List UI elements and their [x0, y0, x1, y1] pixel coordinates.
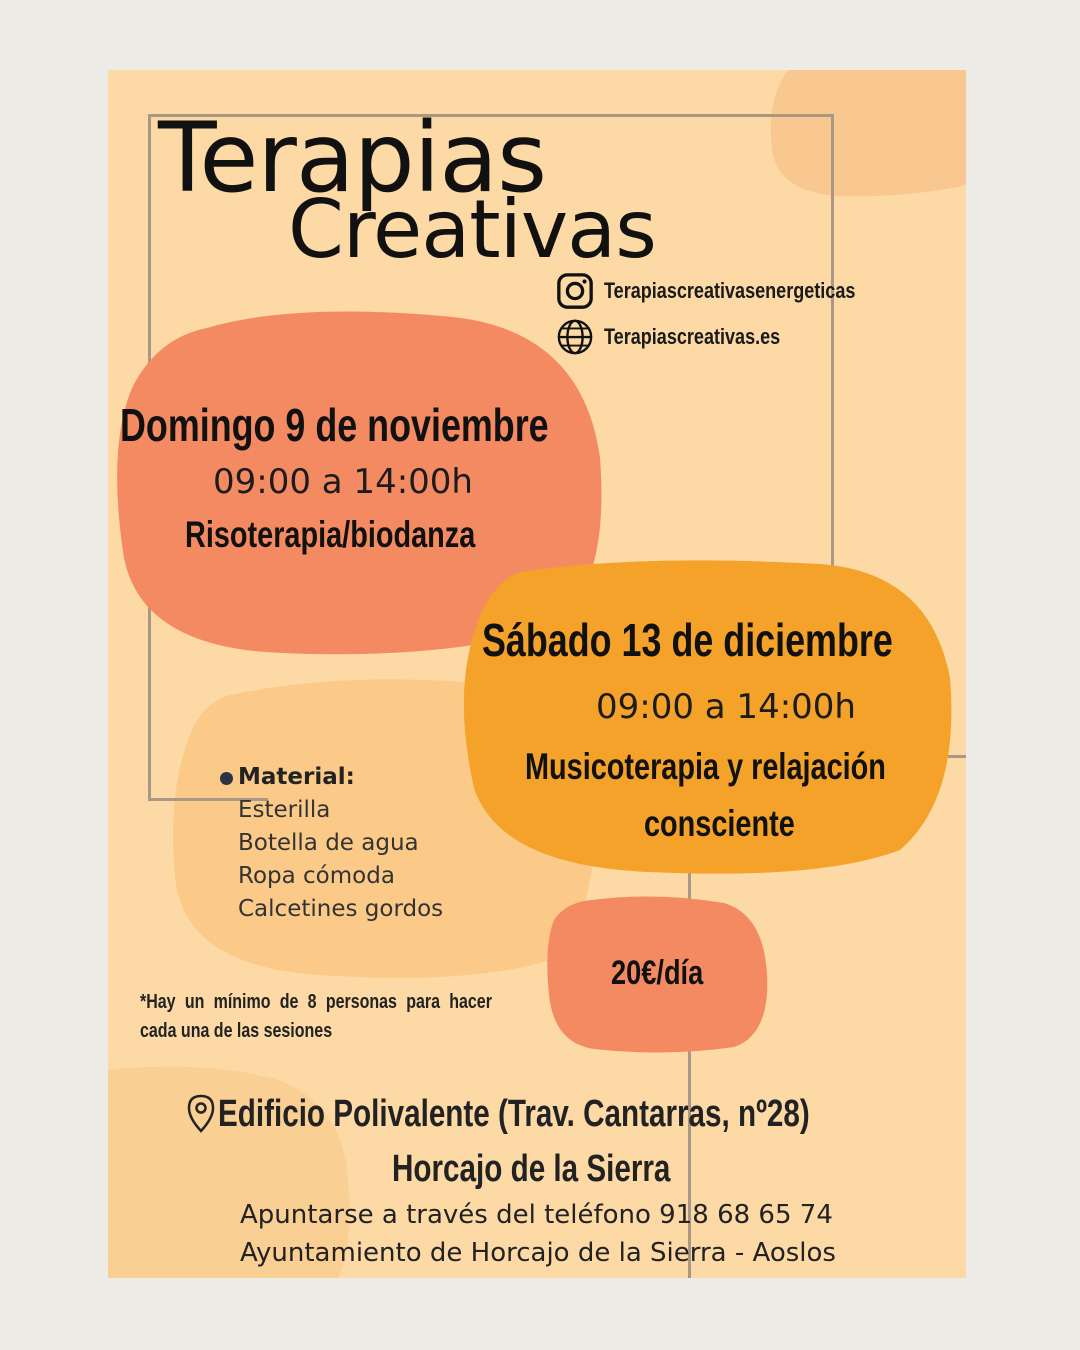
- event-1-date: Domingo 9 de noviembre: [120, 399, 549, 451]
- website-link[interactable]: [556, 318, 819, 356]
- town-wrap: [392, 1148, 749, 1191]
- signup-phone-text: Apuntarse a través del teléfono 918 68 65 74: [240, 1200, 833, 1230]
- event-1-date-wrap: [120, 398, 670, 452]
- title-line-1: Terapias: [158, 102, 547, 214]
- event-2-activity-line1: Musicoterapia y relajación: [525, 746, 886, 787]
- event-1-activity-wrap: [185, 514, 557, 556]
- price-wrap: [611, 954, 726, 993]
- event-2-date-wrap: [482, 613, 966, 667]
- material-heading: Material:: [238, 764, 355, 790]
- instagram-handle: Terapiascreativasenergeticas: [604, 278, 856, 303]
- price-label: 20€/día: [611, 954, 704, 992]
- event-1-activity: Risoterapia/biodanza: [185, 514, 476, 555]
- location-pin-icon: [186, 1094, 216, 1134]
- website-url: Terapiascreativas.es: [604, 324, 781, 349]
- material-item: Calcetines gordos: [238, 896, 444, 922]
- material-item: Botella de agua: [238, 830, 419, 856]
- venue-address: Edificio Polivalente (Trav. Cantarras, nº28): [218, 1093, 810, 1135]
- material-item: Ropa cómoda: [238, 863, 395, 889]
- instagram-link[interactable]: [556, 272, 911, 310]
- note-line2-wrap: [140, 1020, 380, 1043]
- town-name: Horcajo de la Sierra: [392, 1148, 671, 1190]
- poster: [108, 70, 966, 1278]
- globe-icon: [556, 318, 594, 356]
- organizer-text: Ayuntamiento de Horcajo de la Sierra - Aoslos: [240, 1238, 836, 1268]
- event-2-activity-line1-wrap: [525, 746, 966, 788]
- material-bullet-icon: [220, 772, 233, 785]
- title-line-2: Creativas: [288, 183, 656, 276]
- event-2-activity-line2: consciente: [644, 803, 795, 844]
- venue-wrap: [218, 1093, 966, 1136]
- event-2-activity-line2-wrap: [644, 803, 837, 845]
- note-line1-wrap: [140, 991, 580, 1014]
- decorative-blob-top-right: [758, 70, 966, 200]
- event-1-time: 09:00 a 14:00h: [213, 462, 473, 502]
- note-line1: *Hay un mínimo de 8 personas para hacer: [140, 991, 492, 1013]
- note-line2: cada una de las sesiones: [140, 1020, 333, 1042]
- instagram-icon: [556, 272, 594, 310]
- event-2-date: Sábado 13 de diciembre: [482, 614, 893, 666]
- material-item: Esterilla: [238, 797, 331, 823]
- event-2-time: 09:00 a 14:00h: [596, 687, 856, 727]
